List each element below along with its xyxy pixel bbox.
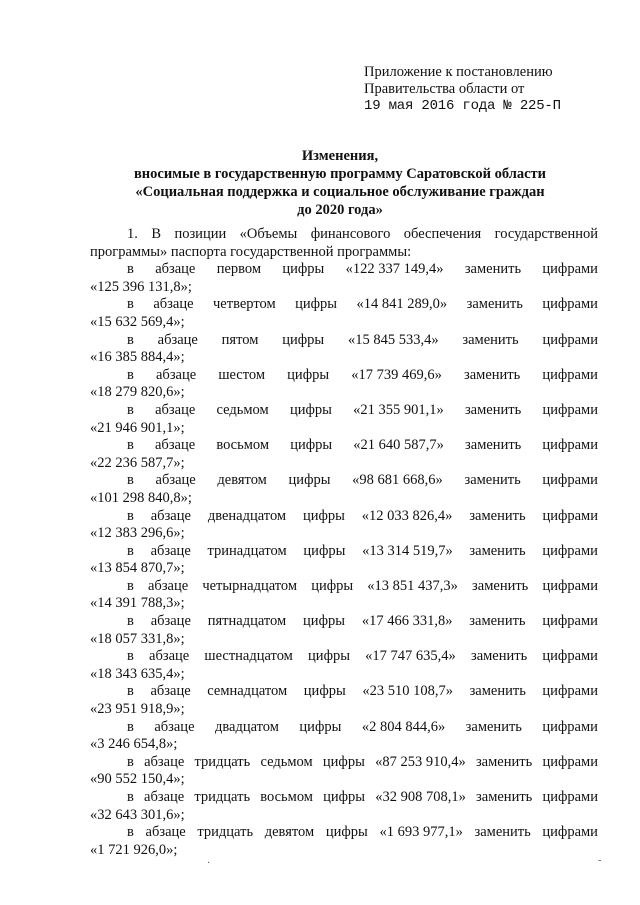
item-word: цифры <box>288 472 331 489</box>
item-word: восьмом <box>216 437 270 454</box>
list-item <box>90 543 598 578</box>
appendix-line-2: Правительства области от <box>364 81 525 97</box>
appendix-line-1: Приложение к постановлению <box>364 64 553 80</box>
scan-mark: - <box>598 855 602 866</box>
item-word: в <box>127 613 134 630</box>
item-new-value: «18 057 331,8»; <box>90 630 185 647</box>
item-word: заменить <box>469 542 526 559</box>
item-word: «2 804 844,6» <box>361 718 446 735</box>
item-first-line <box>90 824 598 842</box>
item-word: абзаце <box>144 753 185 770</box>
item-new-value: «18 279 820,6»; <box>90 384 185 401</box>
item-word: абзаце <box>155 401 196 418</box>
item-new-value: «125 396 131,8»; <box>90 278 192 295</box>
item-word: цифры <box>308 648 350 665</box>
document-body <box>90 226 598 859</box>
list-item <box>90 402 598 437</box>
item-word: заменить <box>464 366 521 383</box>
item-word: заменить <box>470 648 528 665</box>
appendix-block <box>364 64 604 115</box>
item-word: тридцать <box>194 753 251 770</box>
item-new-value: «23 951 918,9»; <box>90 701 185 718</box>
item-word: шестом <box>218 366 266 383</box>
item-new-value: «101 298 840,8»; <box>90 489 192 506</box>
item-word: «122 337 149,4» <box>345 261 444 278</box>
item-word: в <box>127 683 134 700</box>
item-word: цифрами <box>542 613 598 630</box>
item-word: цифры <box>290 437 333 454</box>
item-new-value: «1 721 926,0»; <box>90 841 178 858</box>
item-word: цифрами <box>542 472 598 489</box>
item-new-value: «14 391 788,3»; <box>90 595 185 612</box>
item-word: девятом <box>264 824 315 841</box>
list-item <box>90 261 598 296</box>
item-new-value: «3 246 654,8»; <box>90 736 178 753</box>
item-word: в <box>127 789 134 805</box>
item-first-line <box>90 613 598 631</box>
item-word: «14 841 289,0» <box>356 296 448 313</box>
item-word: абзаце <box>155 437 196 454</box>
item-word: цифрами <box>542 437 598 454</box>
title-line-2: вносимые в государственную программу Саратовской области <box>133 166 547 182</box>
item-word: абзаце <box>150 507 191 524</box>
item-first-line <box>90 437 598 455</box>
item-word: цифры <box>303 542 346 559</box>
item-word: в <box>127 472 134 489</box>
item-word: цифры <box>287 366 330 383</box>
item-word: восьмом <box>260 789 313 805</box>
item-word: четырнадцатом <box>202 577 298 594</box>
item-word: цифрами <box>542 577 598 594</box>
item-word: «13 314 519,7» <box>362 542 453 559</box>
item-word: в <box>127 824 134 841</box>
item-word: заменить <box>465 437 522 454</box>
item-word: четвертом <box>213 296 276 313</box>
item-word: цифрами <box>542 401 598 418</box>
item-word: абзаце <box>156 366 197 383</box>
list-item <box>90 719 598 754</box>
item-first-line <box>90 648 598 666</box>
item-word: заменить <box>476 789 533 805</box>
item-word: заменить <box>464 401 522 418</box>
item-first-line <box>90 332 598 350</box>
item-word: в <box>127 507 134 524</box>
item-word: цифры <box>282 261 325 278</box>
item-word: тринадцатом <box>207 542 287 559</box>
item-word: двадцатом <box>214 718 279 735</box>
item-word: заменить <box>466 296 523 313</box>
item-word: абзаце <box>155 472 196 489</box>
item-word: «12 033 826,4» <box>361 507 453 524</box>
item-word: в <box>127 718 134 735</box>
item-word: «1 693 977,1» <box>379 824 463 841</box>
item-new-value: «12 383 296,6»; <box>90 525 185 542</box>
item-word: «23 510 108,7» <box>362 683 453 700</box>
item-word: цифрами <box>542 718 598 735</box>
item-first-line <box>90 719 598 737</box>
item-first-line <box>90 789 598 807</box>
title-line-1: Изменения, <box>301 148 379 164</box>
item-word: семнадцатом <box>207 683 288 700</box>
item-word: цифрами <box>542 507 598 524</box>
item-word: «17 747 635,4» <box>365 648 456 665</box>
item-word: тридцать <box>197 824 254 841</box>
item-word: цифры <box>325 824 368 841</box>
item-word: абзаце <box>150 542 191 559</box>
item-word: в <box>127 331 134 348</box>
item-first-line <box>90 367 598 385</box>
item-word: заменить <box>464 261 522 278</box>
item-word: заменить <box>469 613 526 630</box>
item-word: двенадцатом <box>207 507 287 524</box>
item-new-value: «16 385 884,4»; <box>90 349 185 366</box>
item-word: цифрами <box>542 648 598 665</box>
item-word: цифрами <box>542 683 598 700</box>
item-word: «17 466 331,8» <box>361 613 453 630</box>
item-word: в <box>127 542 134 559</box>
item-word: тридцать <box>194 789 251 805</box>
item-first-line <box>90 578 598 596</box>
item-first-line <box>90 543 598 561</box>
list-item <box>90 437 598 472</box>
item-word: цифры <box>289 401 332 418</box>
item-word: цифры <box>323 789 366 805</box>
item-word: цифрами <box>542 366 598 383</box>
list-item <box>90 754 598 789</box>
item-word: в <box>127 753 134 770</box>
item-word: цифрами <box>542 789 598 805</box>
item-word: цифры <box>282 331 325 348</box>
item-word: «15 845 533,4» <box>347 331 439 348</box>
item-word: цифрами <box>542 753 598 770</box>
intro-line-1: 1. В позиции «Объемы финансового обеспечения государственной <box>127 226 598 242</box>
item-word: абзаце <box>145 824 186 841</box>
item-word: заменить <box>469 507 526 524</box>
item-word: абзаце <box>148 577 189 594</box>
item-word: заменить <box>474 824 531 841</box>
item-word: заменить <box>462 331 519 348</box>
item-word: абзаце <box>153 296 194 313</box>
item-word: цифрами <box>542 296 598 313</box>
list-item <box>90 472 598 507</box>
item-word: «21 640 587,7» <box>353 437 444 454</box>
item-first-line <box>90 754 598 772</box>
title-line-4: до 2020 года» <box>297 202 383 218</box>
list-item <box>90 789 598 824</box>
item-word: цифры <box>299 718 342 735</box>
item-word: заменить <box>475 753 533 770</box>
item-word: первом <box>216 261 262 278</box>
item-word: в <box>127 437 134 454</box>
item-word: «17 739 469,6» <box>351 366 442 383</box>
list-item <box>90 648 598 683</box>
item-first-line <box>90 296 598 314</box>
list-item <box>90 824 598 859</box>
item-word: цифры <box>322 753 365 770</box>
document-title <box>90 147 590 219</box>
item-word: в <box>127 296 134 313</box>
item-word: цифрами <box>542 261 598 278</box>
item-new-value: «21 946 901,1»; <box>90 419 185 436</box>
item-word: седьмом <box>216 401 269 418</box>
item-word: заменить <box>472 577 529 594</box>
item-word: заменить <box>464 472 521 489</box>
list-item <box>90 613 598 648</box>
item-word: заменить <box>465 718 522 735</box>
list-item <box>90 332 598 367</box>
item-word: девятом <box>217 472 267 489</box>
list-item <box>90 296 598 331</box>
item-new-value: «13 854 870,7»; <box>90 560 185 577</box>
item-word: пятнадцатом <box>207 613 287 630</box>
item-word: цифры <box>303 613 345 630</box>
list-item <box>90 367 598 402</box>
item-word: в <box>127 401 134 418</box>
item-first-line <box>90 683 598 701</box>
item-first-line <box>90 472 598 490</box>
item-new-value: «32 643 301,6»; <box>90 806 185 823</box>
item-word: в <box>127 648 134 665</box>
item-word: «32 908 708,1» <box>375 789 466 805</box>
item-word: цифры <box>302 507 345 524</box>
item-word: в <box>127 577 134 594</box>
item-new-value: «22 236 587,7»; <box>90 454 185 471</box>
item-new-value: «18 343 635,4»; <box>90 665 185 682</box>
item-first-line <box>90 508 598 526</box>
item-new-value: «15 632 569,4»; <box>90 313 185 330</box>
title-line-3: «Социальная поддержка и социальное обслуживание граждан <box>135 184 545 200</box>
item-word: в <box>127 366 134 383</box>
item-word: абзаце <box>154 718 195 735</box>
item-first-line <box>90 261 598 279</box>
item-word: «87 253 910,4» <box>375 753 466 770</box>
item-word: абзаце <box>150 613 191 630</box>
item-word: абзаце <box>155 261 196 278</box>
item-word: абзаце <box>149 648 190 665</box>
intro-paragraph <box>90 226 598 261</box>
item-word: заменить <box>469 683 526 700</box>
items-list <box>90 261 598 859</box>
item-word: цифрами <box>542 331 598 348</box>
item-word: седьмом <box>260 753 313 770</box>
intro-line-2: программы» паспорта государственной программы: <box>90 243 412 260</box>
item-first-line <box>90 402 598 420</box>
item-word: «13 851 437,3» <box>367 577 458 594</box>
item-new-value: «90 552 150,4»; <box>90 771 185 788</box>
list-item <box>90 578 598 613</box>
item-word: цифрами <box>542 824 598 841</box>
scan-mark: · <box>207 858 211 869</box>
item-word: абзаце <box>157 331 198 348</box>
item-word: шестнадцатом <box>204 648 293 665</box>
item-word: абзаце <box>144 789 185 805</box>
appendix-line-3: 19 мая 2016 года № 225-П <box>364 98 561 114</box>
list-item <box>90 683 598 718</box>
item-word: абзаце <box>150 683 191 700</box>
item-word: цифрами <box>542 542 598 559</box>
item-word: цифры <box>303 683 346 700</box>
item-word: цифры <box>295 296 338 313</box>
item-word: «21 355 901,1» <box>353 401 444 418</box>
item-word: «98 681 668,6» <box>352 472 443 489</box>
item-word: пятом <box>221 331 259 348</box>
item-word: цифры <box>311 577 354 594</box>
item-word: в <box>127 261 134 278</box>
list-item <box>90 508 598 543</box>
